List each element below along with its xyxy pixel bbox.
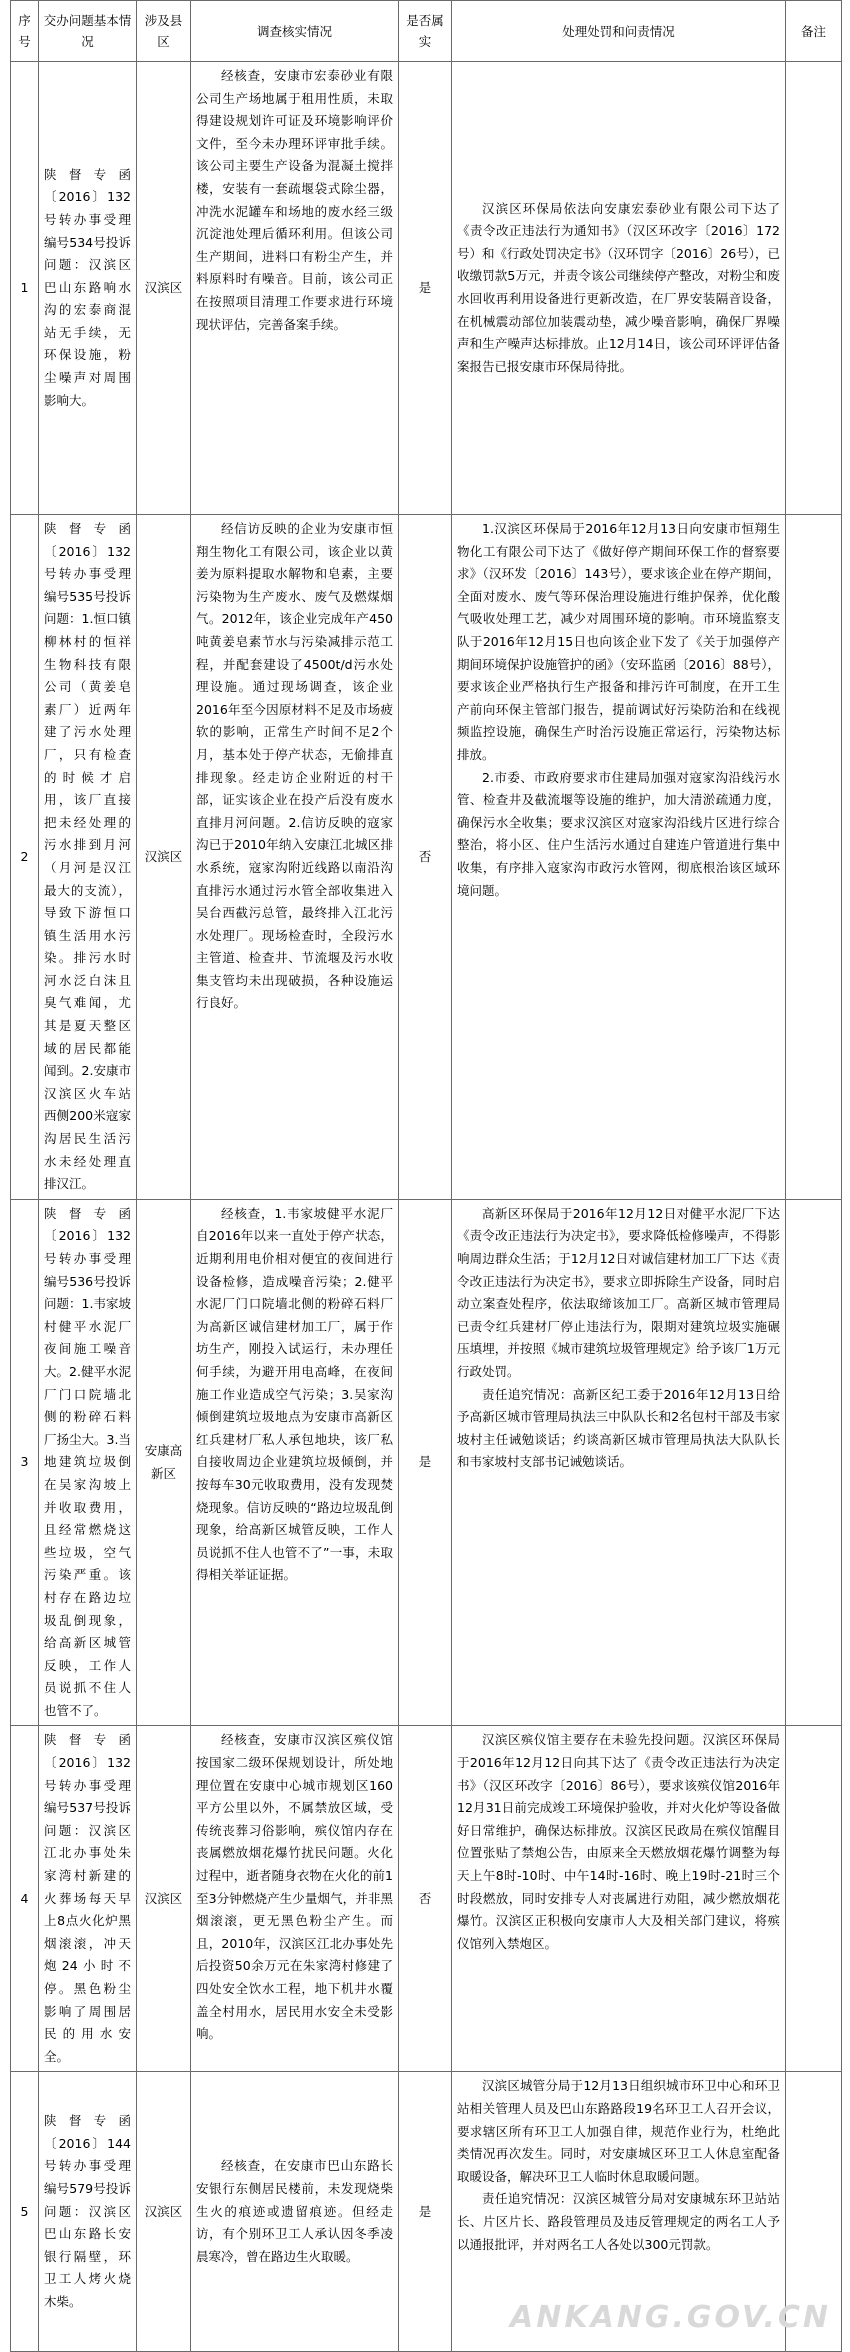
header-true: 是否属实	[399, 1, 452, 62]
row-county: 安康高新区	[137, 1199, 191, 1726]
investigation-text: 经核查，安康市汉滨区殡仪馆按国家二级环保规划设计，所处地理位置在安康中心城市规划区160平方公里以外，不属禁放区域，受传统丧葬习俗影响，殡仪馆内存在丧属燃放烟花爆竹扰民问题。火化过程中，逝者随身衣物在火化的前1至3分钟燃烧产生少量烟气，并非黑烟滚滚，更无黑色粉尘产生。而且，2010年，汉滨区江北办事处先后投资50余万元在朱家湾村修建了四处安全饮水工程，地下机井水覆盖全村用水，居民用水安全未受影响。	[196, 1732, 393, 2042]
investigation-text: 经核查，安康市宏泰砂业有限公司生产场地属于租用性质，未取得建设规划许可证及环境影响评价文件，至今未办理环评审批手续。该公司主要生产设备为混凝土搅拌楼，安装有一套疏堰袋式除尘器，冲洗水泥罐车和场地的废水经三级沉淀池处理后循环利用。但该公司生产期间，进料口有粉尘产生，并料原料时有噪音。目前，该公司正在按照项目清理工作要求进行环境现状评估，完善备案手续。	[196, 68, 393, 332]
row-seq: 3	[11, 1199, 39, 1726]
table-row	[11, 1199, 842, 1726]
row-seq: 4	[11, 1726, 39, 2072]
row-investigation	[191, 515, 399, 1200]
investigation-text: 经信访反映的企业为安康市恒翔生物化工有限公司，该企业以黄姜为原料提取水解物和皂素，主要污染物为生产废水、废气及燃煤烟气。2012年，该企业完成年产450吨黄姜皂素节水与污染减排示范工程，并配套建设了4500t/d污水处理设施。通过现场调查，该企业2016年至今因原材料不足及市场疲软的影响，正常生产时间不足2个月，基本处于停产状态，无偷排直排现象。经走访企业附近的村干部，证实该企业在投产后没有废水直排月河问题。2.信访反映的寇家沟已于2010年纳入安康江北城区排水系统，寇家沟附近线路以南沿沟直排污水通过污水管全部收集进入吴台西截污总管，最终排入江北污水处理厂。现场检查时，全段污水主管道、检查井、节流堰及污水收集支管均未出现破损，各种设施运行良好。	[196, 521, 393, 1011]
investigation-text: 经核查，在安康市巴山东路长安银行东侧居民楼前，未发现烧柴生火的痕迹或遗留痕迹。但经走访，有个别环卫工人承认因冬季凌晨寒冷，曾在路边生火取暖。	[196, 2158, 393, 2264]
handling-text: 责任追究情况：高新区纪工委于2016年12月13日给予高新区城市管理局执法三中队队长和2名包村干部及韦家坡村主任诫勉谈话；约谈高新区城市管理局执法大队队长和韦家坡村支部书记诫勉谈话。	[457, 1386, 780, 1470]
handling-text: 汉滨区环保局依法向安康宏泰砂业有限公司下达了《责令改正违法行为通知书》（汉区环改字〔2016〕172号）和《行政处罚决定书》（汉环罚字〔2016〕26号），已收缴罚款5万元，并责令该公司继续停产整改，对粉尘和废水回收再利用设备进行更新改造，在厂界安装隔音设备，在机械震动部位加装震动垫，减少噪音影响，确保厂界噪声和生产噪声达标排放。止12月14日，该公司环评评估备案报告已报安康市环保局待批。	[457, 200, 780, 374]
header-county: 涉及县区	[137, 1, 191, 62]
row-county: 汉滨区	[137, 1726, 191, 2072]
table-row	[11, 1726, 842, 2072]
row-investigation	[191, 2072, 399, 2352]
header-handling: 处理处罚和问责情况	[452, 1, 786, 62]
header-investigation: 调查核实情况	[191, 1, 399, 62]
row-issue: 陕督专函〔2016〕132号转办事受理编号535号投诉问题：1.恒口镇柳林村的恒祥生物科技有限公司（黄姜皂素厂）近两年建了污水处理厂，只有检查的时候才启用，该厂直接把未经处理的污水排到月河（月河是汉江最大的支流），导致下游恒口镇生活用水污染。排污水时河水泛白沫且臭气难闻，尤其是夏天整区域的居民都能闻到。2.安康市汉滨区火车站西侧200米寇家沟居民生活污水未经处理直排汉江。	[39, 515, 137, 1200]
row-handling	[452, 1726, 786, 2072]
handling-text: 1.汉滨区环保局于2016年12月13日向安康市恒翔生物化工有限公司下达了《做好停产期间环保工作的督察要求》（汉环发〔2016〕143号），要求该企业在停产期间，全面对废水、废气等环保治理设施进行维护保养，优化酸气吸收处理工艺，减少对周围环境的影响。市环境监察支队于2016年12月15日也向该企业下发了《关于加强停产期间环境保护设施管护的函》（安环监函〔2016〕88号），要求该企业严格执行生产报备和排污许可制度，在开工生产前向环保主管部门报告，提前调试好污染防治和在线视频监控设施，确保生产时治污设施正常运行，污染物达标排放。	[457, 521, 780, 762]
header-remark: 备注	[786, 1, 842, 62]
row-seq: 1	[11, 62, 39, 515]
row-true: 否	[399, 1726, 452, 2072]
table-row	[11, 515, 842, 1200]
row-true: 是	[399, 2072, 452, 2352]
row-investigation	[191, 62, 399, 515]
handling-text: 2.市委、市政府要求市住建局加强对寇家沟沿线污水管、检查井及截流堰等设施的维护，加大清淤疏通力度，确保污水全收集；要求汉滨区对寇家沟沿线片区进行综合整治，将小区、住户生活污水通过自建连户管道进行集中收集，有序排入寇家沟市政污水管网，彻底根治该区域环境问题。	[457, 769, 780, 898]
header-issue: 交办问题基本情况	[39, 1, 137, 62]
complaint-table	[10, 0, 842, 2352]
table-row	[11, 62, 842, 515]
handling-text: 责任追究情况：汉滨区城管分局对安康城东环卫站站长、片区片长、路段管理员及违反管理规定的两名工人予以通报批评，并对两名工人各处以300元罚款。	[457, 2191, 780, 2252]
row-investigation	[191, 1199, 399, 1726]
row-true: 是	[399, 1199, 452, 1726]
handling-text: 高新区环保局于2016年12月12日对健平水泥厂下达《责令改正违法行为决定书》，要求降低检修噪声，不得影响周边群众生活；于12月12日对诚信建材加工厂下达《责令改正违法行为决定书》，要求立即拆除生产设备，同时启动立案查处程序，依法取缔该加工厂。高新区城市管理局已责令红兵建材厂停止违法行为，限期对建筑垃圾实施碾压填埋，并按照《城市建筑垃圾管理规定》给予该厂1万元行政处罚。	[457, 1205, 780, 1379]
row-issue: 陕督专函〔2016〕132号转办事受理编号537号投诉问题：汉滨区江北办事处朱家湾村新建的火葬场每天早上8点火化炉黑烟滚滚，冲天炮24小时不停。黑色粉尘影响了周围居民的用水安全。	[39, 1726, 137, 2072]
row-handling	[452, 515, 786, 1200]
row-handling	[452, 62, 786, 515]
row-seq: 5	[11, 2072, 39, 2352]
row-county: 汉滨区	[137, 62, 191, 515]
row-seq: 2	[11, 515, 39, 1200]
investigation-text: 经核查，1.韦家坡健平水泥厂自2016年以来一直处于停产状态，近期利用电价相对便宜的夜间进行设备检修，造成噪音污染；2.健平水泥厂门口院墙北侧的粉碎石料厂为高新区诚信建材加工厂，属于作坊生产，刚投入试运行，未办理任何手续，为避开用电高峰，在夜间施工作业造成空气污染；3.吴家沟倾倒建筑垃圾地点为安康市高新区红兵建材厂私人承包地块，该厂私自接收周边企业建筑垃圾倾倒，并按每车30元收取费用，没有发现焚烧现象。信访反映的“路边垃圾乱倒现象，给高新区城管反映，工作人员说抓不住人也管不了”一事，未取得相关举证证据。	[196, 1205, 393, 1583]
row-issue: 陕督专函〔2016〕132号转办事受理编号534号投诉问题：汉滨区巴山东路响水沟的宏泰商混站无手续，无环保设施，粉尘噪声对周围影响大。	[39, 62, 137, 515]
row-county: 汉滨区	[137, 515, 191, 1200]
row-issue: 陕督专函〔2016〕144号转办事受理编号579号投诉问题：汉滨区巴山东路长安银行隔壁，环卫工人烤火烧木柴。	[39, 2072, 137, 2352]
row-remark	[786, 62, 842, 515]
handling-text: 汉滨区殡仪馆主要存在未验先投问题。汉滨区环保局于2016年12月12日向其下达了《责令改正违法行为决定书》（汉区环改字〔2016〕86号），要求该殡仪馆2016年12月31日前完成竣工环境保护验收，并对火化炉等设备做好日常维护，确保达标排放。汉滨区民政局在殡仪馆醒目位置张贴了禁炮公告，由原来全天燃放烟花爆竹调整为每天上午8时-10时、中午14时-16时、晚上19时-21时三个时段燃放，同时安排专人对丧属进行劝阻，减少燃放烟花爆竹。汉滨区正积极向安康市人大及相关部门建议，将殡仪馆列入禁炮区。	[457, 1732, 780, 1951]
handling-text: 汉滨区城管分局于12月13日组织城市环卫中心和环卫站相关管理人员及巴山东路路段19名环卫工人召开会议，要求辖区所有环卫工人加强自律，规范作业行为，杜绝此类情况再次发生。同时，对安康城区环卫工人休息室配备取暖设备，解决环卫工人临时休息取暖问题。	[457, 2078, 780, 2184]
row-remark	[786, 1199, 842, 1726]
row-remark	[786, 1726, 842, 2072]
row-issue: 陕督专函〔2016〕132号转办事受理编号536号投诉问题：1.韦家坡村健平水泥厂夜间施工噪音大。2.健平水泥厂门口院墙北侧的粉碎石料厂扬尘大。3.当地建筑垃圾倒在吴家沟坡上并收取费用，且经常燃烧这些垃圾，空气污染严重。该村存在路边垃圾乱倒现象，给高新区城管反映，工作人员说抓不住人也管不了。	[39, 1199, 137, 1726]
row-remark	[786, 515, 842, 1200]
row-true: 否	[399, 515, 452, 1200]
watermark: ANKANG.GOV.CN	[510, 2300, 832, 2335]
header-seq: 序号	[11, 1, 39, 62]
row-county: 汉滨区	[137, 2072, 191, 2352]
row-investigation	[191, 1726, 399, 2072]
table-header-row	[11, 1, 842, 62]
row-true: 是	[399, 62, 452, 515]
row-handling	[452, 1199, 786, 1726]
